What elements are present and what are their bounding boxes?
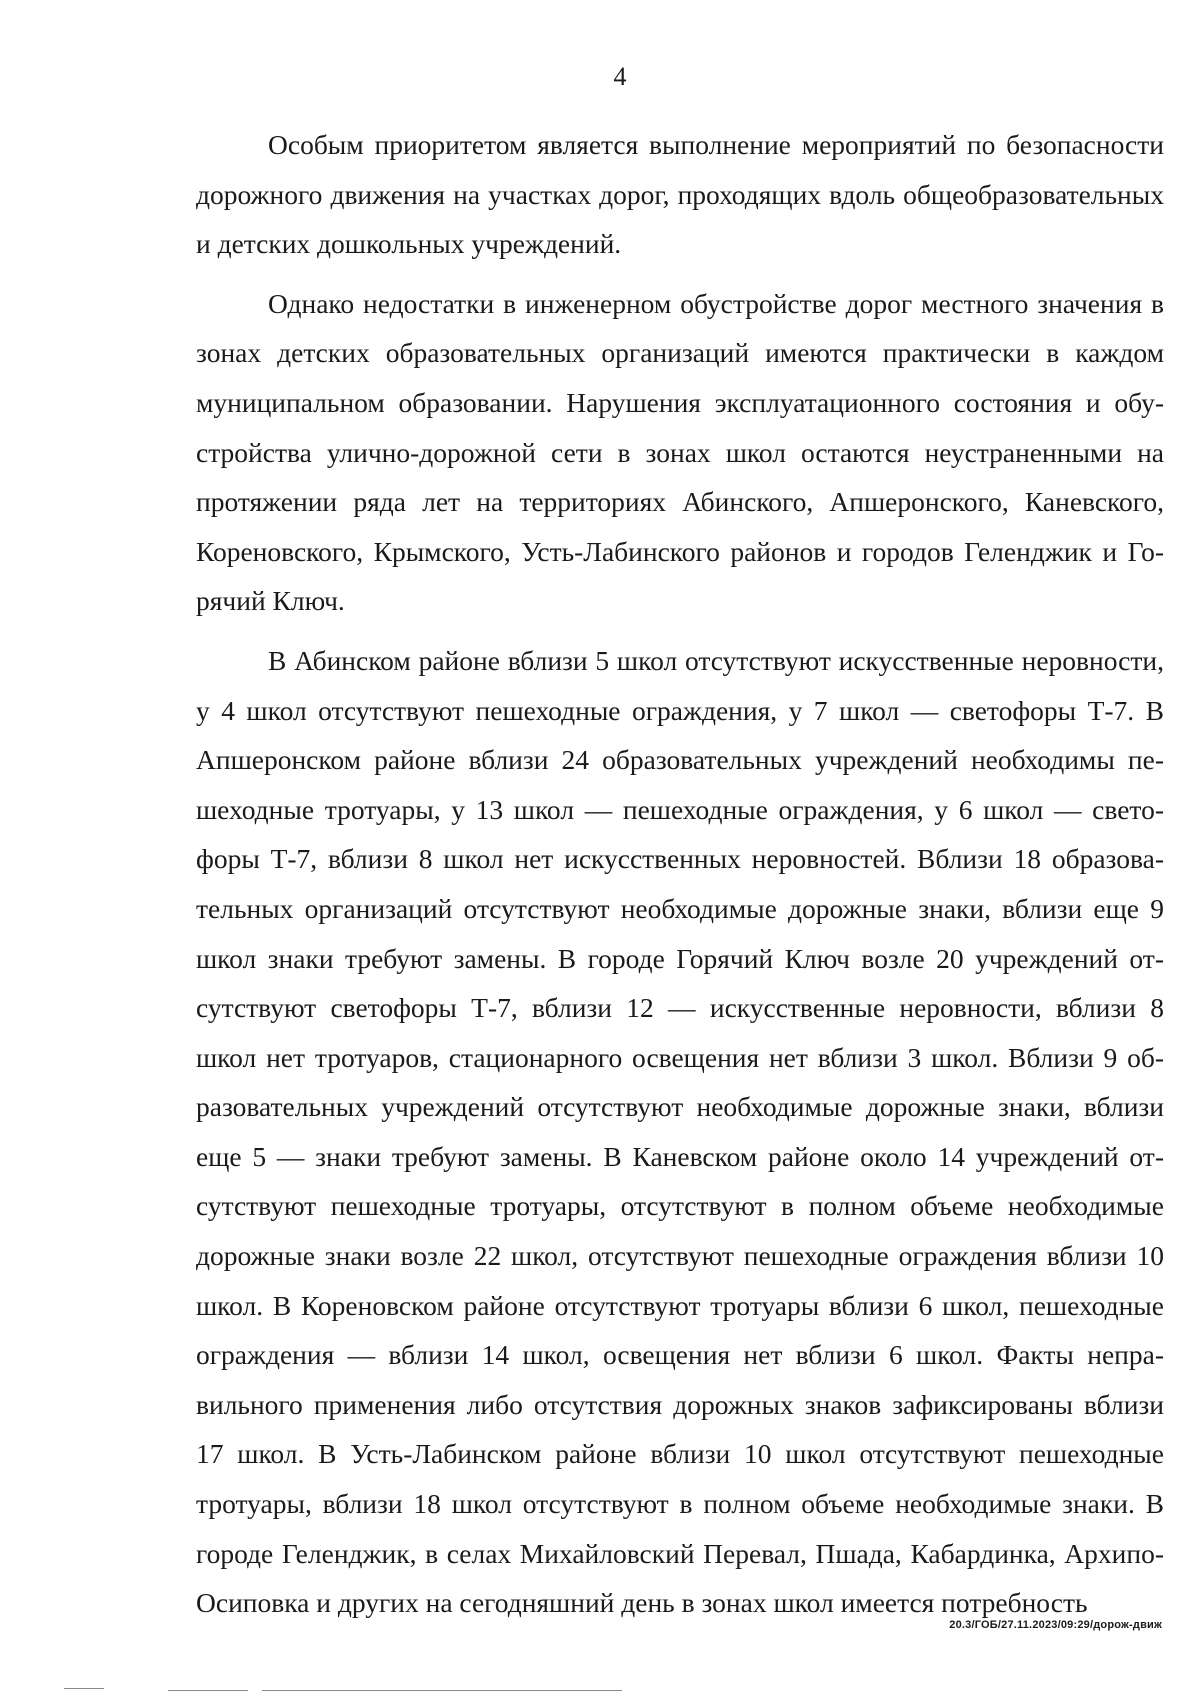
- scan-artifact-line: [64, 1688, 104, 1689]
- document-footer-code: 20.3/ГОБ/27.11.2023/09:29/дорож-движ: [949, 1619, 1162, 1631]
- page-number: 4: [613, 62, 627, 91]
- scan-artifact-line: [262, 1690, 622, 1691]
- paragraph-priority: Особым приоритетом является выполнение мероприятий по безопасности дорожного движения на участках дорог, проходящих вдоль общеобразовательных и детских дошкольных учреждений.: [196, 129, 1164, 260]
- paragraph-district-details: В Абинском районе вблизи 5 школ отсутствуют искусственные неровности, у 4 школ отсутствуют пешеходные ограждения, у 7 школ — светофоры Т-7. В Апшеронском районе вблизи 24 образовательных учреждений необходимы пешеходные тротуары, у 13 школ — пешеходные ограждения, у 6 школ — светофоры Т-7, вблизи 8 школ нет искусственных неровностей. Вблизи 18 образовательных организаций отсутствуют необходимые дорожные знаки, вблизи еще 9 школ знаки требуют замены. В городе Горячий Ключ возле 20 учреждений отсутствуют светофоры Т-7, вблизи 12 — искусственные неровности, вблизи 8 школ нет тротуаров, стационарного освещения нет вблизи 3 школ. Вблизи 9 образовательных учреждений отсутствуют необходимые дорожные знаки, вблизи еще 5 — знаки требуют замены. В Каневском районе около 14 учреждений отсутствуют пешеходные тротуары, отсутствуют в полном объеме необходимые дорожные знаки возле 22 школ, отсутствуют пешеходные ограждения вблизи 10 школ. В Кореновском районе отсутствуют тротуары вблизи 6 школ, пешеходные ограждения — вблизи 14 школ, освещения нет вблизи 6 школ. Факты неправильного применения либо отсутствия дорожных знаков зафиксированы вблизи 17 школ. В Усть-Лабинском районе вблизи 10 школ отсутствуют пешеходные тротуары, вблизи 18 школ отсутствуют в полном объеме необходимые знаки. В городе Геленджик, в селах Михайловский Перевал, Пшада, Кабардинка, Архипо-Осиповка и других на сегодняшний день в зонах школ имеется потребность: [196, 644, 1164, 1619]
- document-body: [196, 120, 1164, 1628]
- paragraph-shortcomings: Однако недостатки в инженерном обустройстве дорог местного значения в зонах детских образовательных организаций имеются практически в каждом муниципальном образовании. Нарушения эксплуатационного состояния и обустройства улично-дорожной сети в зонах школ остаются неустраненными на протяжении ряда лет на территориях Абинского, Апшеронского, Каневского, Кореновского, Крымского, Усть-Лабинского районов и городов Геленджик и Горячий Ключ.: [196, 287, 1164, 617]
- scan-artifact-line: [168, 1690, 248, 1691]
